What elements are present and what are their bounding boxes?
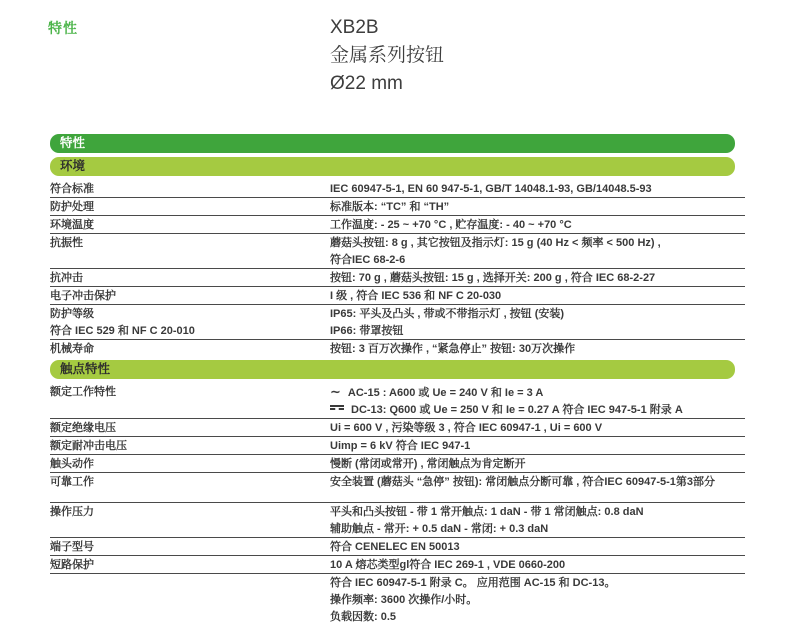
- table-row: [50, 305, 745, 340]
- table-row: [50, 538, 745, 556]
- row-value-text: 按钮: 3 百万次操作 , “紧急停止” 按钮: 30万次操作: [330, 343, 576, 355]
- row-value: [330, 439, 745, 453]
- table-row: [50, 198, 745, 216]
- row-label-line: 操作压力: [50, 506, 94, 518]
- row-label-line: 端子型号: [50, 541, 94, 553]
- row-value-line: [330, 457, 745, 471]
- row-label: [50, 558, 330, 572]
- row-value: [330, 236, 745, 267]
- row-value-line: [330, 576, 745, 590]
- table-row: [50, 216, 745, 234]
- row-value-line: [330, 200, 745, 214]
- table-row: [50, 180, 745, 198]
- row-label-line: 符合标准: [50, 183, 94, 195]
- row-value-text: 安全装置 (蘑菇头 “急停” 按钮): 常闭触点分断可靠 , 符合IEC 60947-5-1第3部分: [330, 476, 716, 488]
- row-value-line: [330, 342, 745, 356]
- row-value-line: [330, 385, 745, 400]
- row-value-text: Ui = 600 V , 污染等级 3 , 符合 IEC 60947-1 , Ui = 600 V: [330, 422, 603, 434]
- product-diameter: Ø22 mm: [330, 73, 403, 94]
- row-value-line: [330, 307, 745, 321]
- row-label: [50, 475, 330, 489]
- row-label-line: 触头动作: [50, 458, 94, 470]
- row-value-text: 平头和凸头按钮 - 带 1 常开触点: 1 daN - 带 1 常闭触点: 0.8 daN: [330, 506, 644, 518]
- table-row: [50, 269, 745, 287]
- table-row: [50, 340, 745, 357]
- row-label: [50, 200, 330, 214]
- row-value: [330, 218, 745, 232]
- row-label-line: 额定耐冲击电压: [50, 440, 127, 452]
- row-value-text: 符合 CENELEC EN 50013: [330, 541, 460, 553]
- row-label-line: 电子冲击保护: [50, 290, 116, 302]
- row-value-text: IP66: 带罩按钮: [330, 325, 404, 337]
- table-row: [50, 556, 745, 574]
- row-value: [330, 558, 745, 572]
- row-label: [50, 457, 330, 471]
- row-value-line: [330, 522, 745, 536]
- row-label-line: 额定工作特性: [50, 386, 116, 398]
- row-value: [330, 421, 745, 435]
- row-value-text: 操作频率: 3600 次操作/小时。: [330, 594, 478, 606]
- row-value-text: AC-15 : A600 或 Ue = 240 V 和 Ie = 3 A: [347, 387, 544, 399]
- row-value: [330, 475, 745, 489]
- product-model: XB2B: [330, 17, 379, 38]
- row-value-text: 辅助触点 - 常开: + 0.5 daN - 常闭: + 0.3 daN: [330, 523, 549, 535]
- row-value-line: [330, 218, 745, 232]
- row-label: [50, 421, 330, 435]
- row-label: [50, 307, 330, 338]
- table-row: [50, 473, 745, 490]
- row-label: [50, 182, 330, 196]
- row-value: [330, 540, 745, 554]
- row-value-text: 负载因数: 0.5: [330, 611, 397, 623]
- row-value: [330, 182, 745, 196]
- row-label: [50, 236, 330, 267]
- row-label-line: 抗冲击: [50, 272, 83, 284]
- table-row: [50, 574, 745, 625]
- row-value: [330, 505, 745, 536]
- product-title-block: [330, 14, 444, 98]
- row-label: [50, 439, 330, 453]
- row-value-line: [330, 505, 745, 519]
- row-label: [50, 540, 330, 554]
- row-label-line: 机械寿命: [50, 343, 94, 355]
- row-label-line: 额定绝缘电压: [50, 422, 116, 434]
- row-value-line: [330, 324, 745, 338]
- table-row: [50, 234, 745, 269]
- row-value-line: [330, 610, 745, 624]
- row-value-line: [330, 593, 745, 607]
- section-header-bar-1: 触点特性: [50, 360, 735, 379]
- row-label-line: 防护处理: [50, 201, 94, 213]
- row-value-text: 符合IEC 68-2-6: [330, 254, 406, 266]
- row-value-text: 慢断 (常闭或常开) , 常闭触点为肯定断开: [330, 458, 526, 470]
- table-main-header-bar: 特性: [50, 134, 735, 153]
- ac-symbol-icon: [330, 385, 341, 400]
- row-label: [50, 271, 330, 285]
- table-row: [50, 287, 745, 305]
- row-value-line: [330, 271, 745, 285]
- row-value-text: 10 A 熔芯类型gl符合 IEC 269-1 , VDE 0660-200: [330, 559, 566, 571]
- row-value-line: [330, 540, 745, 554]
- row-label: [50, 289, 330, 303]
- row-value-text: Uimp = 6 kV 符合 IEC 947-1: [330, 440, 471, 452]
- row-value-text: I 级 , 符合 IEC 536 和 NF C 20-030: [330, 290, 502, 302]
- row-value-line: [330, 558, 745, 572]
- row-label: [50, 576, 330, 624]
- row-value-line: [330, 182, 745, 196]
- table-row: [50, 455, 745, 473]
- table-row: [50, 437, 745, 455]
- row-label-line: 符合 IEC 529 和 NF C 20-010: [50, 325, 195, 337]
- product-series: 金属系列按钮: [330, 45, 445, 66]
- row-value: [330, 307, 745, 338]
- row-label: [50, 218, 330, 232]
- row-value-text: 符合 IEC 60947-5-1 附录 C。 应用范围 AC-15 和 DC-13。: [330, 577, 616, 589]
- row-label-line: 抗振性: [50, 237, 83, 249]
- row-label-line: 防护等级: [50, 308, 94, 320]
- row-value-line: [330, 475, 745, 489]
- row-value: [330, 200, 745, 214]
- row-value-line: [330, 253, 745, 267]
- row-value-text: IEC 60947-5-1, EN 60 947-5-1, GB/T 14048.1-93, GB/14048.5-93: [330, 183, 652, 195]
- row-value-text: 按钮: 70 g , 蘑菇头按钮: 15 g , 选择开关: 200 g , 符合 IEC 68-2-27: [330, 272, 656, 284]
- row-value: [330, 457, 745, 471]
- row-value-line: [330, 289, 745, 303]
- row-value-text: 工作温度: - 25 ~ +70 °C , 贮存温度: - 40 ~ +70 °C: [330, 219, 572, 231]
- row-value-text: 蘑菇头按钮: 8 g , 其它按钮及指示灯: 15 g (40 Hz < 频率 < 500 Hz) ,: [330, 237, 661, 249]
- row-label: [50, 342, 330, 356]
- spec-table: [50, 134, 745, 625]
- row-value-line: [330, 236, 745, 250]
- row-value: [330, 289, 745, 303]
- row-label-line: 环境温度: [50, 219, 94, 231]
- dc-symbol-icon: [330, 405, 344, 414]
- row-value-text: IP65: 平头及凸头 , 带或不带指示灯 , 按钮 (安装): [330, 308, 565, 320]
- section-header-bar-0: 环境: [50, 157, 735, 176]
- row-value-line: [330, 403, 745, 417]
- row-label: [50, 505, 330, 536]
- row-value: [330, 342, 745, 356]
- row-value-line: [330, 439, 745, 453]
- table-row: [50, 383, 745, 419]
- row-value-line: [330, 421, 745, 435]
- row-label-line: 可靠工作: [50, 476, 94, 488]
- row-label: [50, 385, 330, 417]
- row-value-text: DC-13: Q600 或 Ue = 250 V 和 Ie = 0.27 A 符合 IEC 947-5-1 附录 A: [351, 404, 683, 416]
- doc-section-label: 特性: [48, 20, 78, 36]
- row-value: [330, 576, 745, 624]
- row-value-text: 标准版本: “TC” 和 “TH”: [330, 201, 450, 213]
- table-row: [50, 419, 745, 437]
- row-label-line: 短路保护: [50, 559, 94, 571]
- row-value: [330, 385, 745, 417]
- row-value: [330, 271, 745, 285]
- table-row: [50, 502, 745, 538]
